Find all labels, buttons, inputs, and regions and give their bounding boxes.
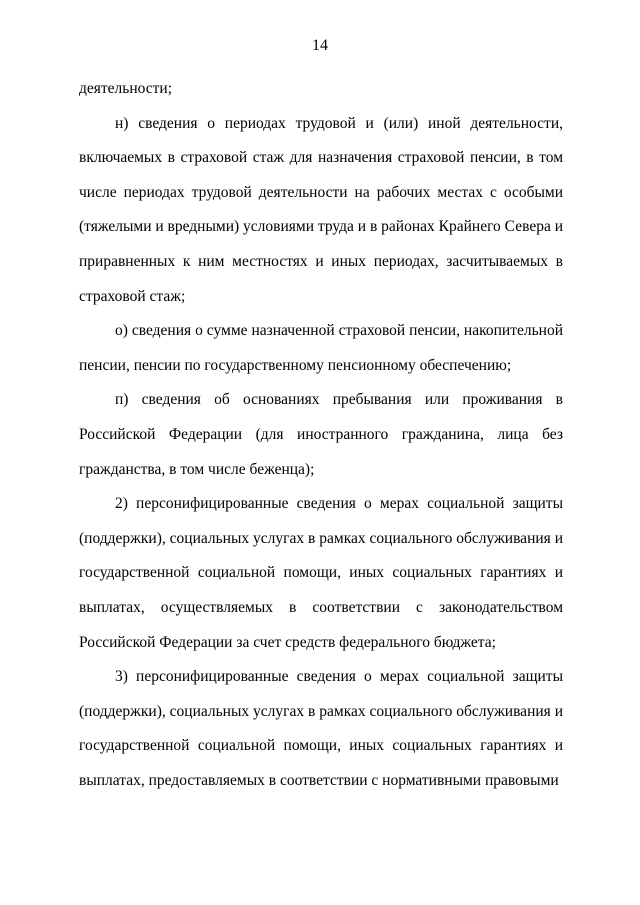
paragraph-item-o: о) сведения о сумме назначенной страховой пенсии, накопительной пенсии, пенсии по государственному пенсионному обеспечению; <box>79 322 563 374</box>
paragraph-item-n: н) сведения о периодах трудовой и (или) иной деятельности, включаемых в страховой стаж для назначения страховой пенсии, в том числе периодах трудовой деятельности на рабочих местах с особыми (тяжелыми и вредными) условиями труда и в районах Крайнего Севера и приравненных к ним местностях и иных периодах, засчитываемых в страховой стаж; <box>79 114 563 305</box>
paragraph-item-2: 2) персонифицированные сведения о мерах социальной защиты (поддержки), социальных услугах в рамках социального обслуживания и государственной социальной помощи, иных социальных гарантиях и выплатах, осуществляемых в соответствии с законодательством Российской Федерации за счет средств федерального бюджета; <box>79 495 563 651</box>
paragraph-item-3: 3) персонифицированные сведения о мерах социальной защиты (поддержки), социальных услугах в рамках социального обслуживания и государственной социальной помощи, иных социальных гарантиях и выплатах, предоставляемых в соответствии с нормативными правовыми <box>79 668 563 789</box>
document-body <box>79 72 563 798</box>
paragraph-item-p: п) сведения об основаниях пребывания или проживания в Российской Федерации (для иностранного гражданина, лица без гражданства, в том числе беженца); <box>79 391 563 478</box>
page-number: 14 <box>312 37 328 54</box>
paragraph-continuation: деятельности; <box>79 80 173 97</box>
